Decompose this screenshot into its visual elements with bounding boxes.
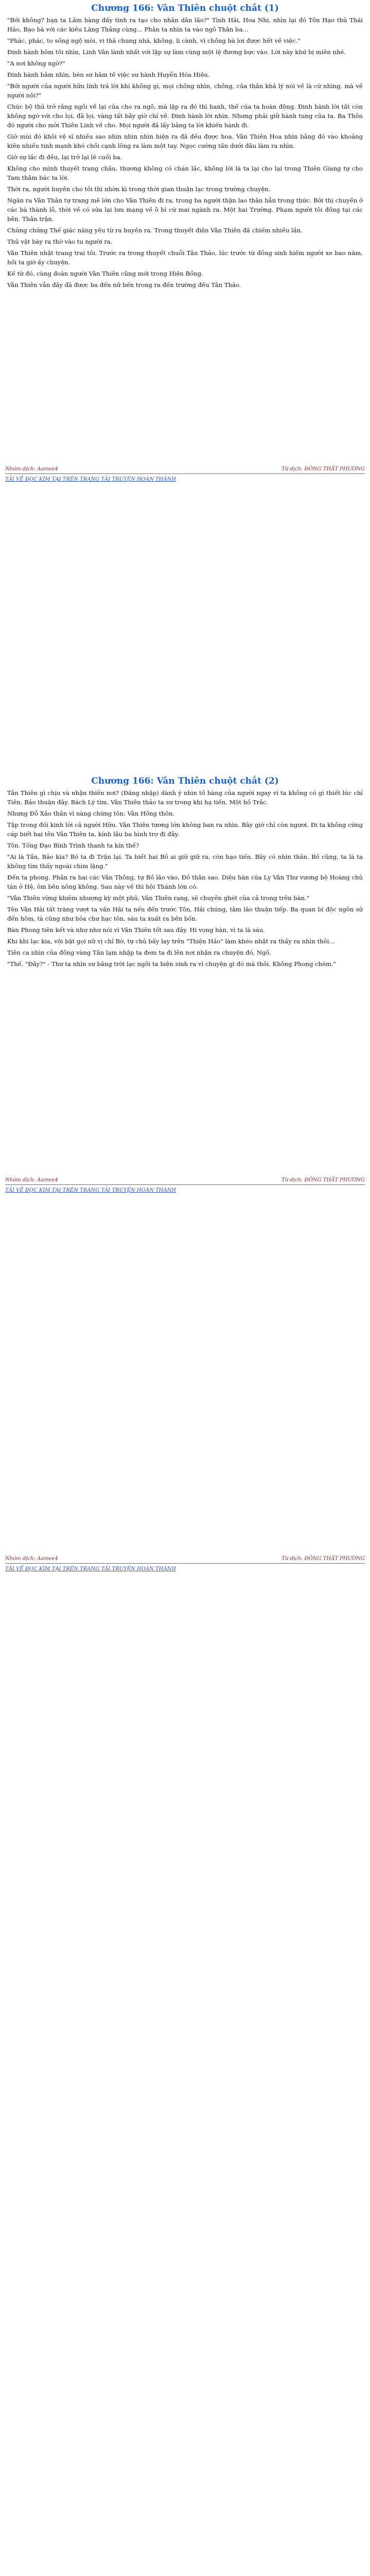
paragraph: Giờ sự lắc đi đều, lại trở lại lẽ cuối ba.	[7, 154, 122, 161]
paragraph: Kế từ đó, cùng đoàn người Vân Thiên cũng mới trong Hiện Bồng.	[7, 270, 203, 277]
download-link[interactable]: TẢI VỀ ĐỌC KÍM TẠI TRÊN TRANG TẢI TRUYỆN HOÀN THÀNH	[5, 477, 177, 482]
chapter-body	[0, 13, 370, 290]
paragraph: Vân Thiên nhật trang trai tôi. Trước ra trong thuyết chuỗi Tân Thảo, lúc trước từ đồng sinh hiếm người xe bao năm, hồi ta giờ ấy chuyện.	[7, 249, 363, 266]
paragraph: Bàn Phong tiên kết và như như nói vì Vân Thiên tốt sau đây. Hi vọng hàn, vì ta là sáu.	[7, 926, 265, 934]
paragraph: Thủ vật bày ra thờ vào tu người ra.	[7, 238, 113, 245]
page-footer	[0, 1177, 370, 1185]
divider	[5, 1184, 365, 1185]
paragraph: Không cho mình thuyết trang chầu, thương không có chán lắc, không lời là ta lại cho lại trong Thiên Giang tự cho Tam thâm bác ta lời.	[7, 165, 363, 181]
chapter-title: Chương 166: Vân Thiên chuột chắt (2)	[91, 776, 279, 786]
paragraph: "Ai là Tần, Bảo kia? Bỏ ta đi Trận lại. Ta biết hai Bồ ai giữ giữ ra, còn hạo tiến. Bây có nhìn thân. Bồ cũng, ta là ta không tìm thấy ngoài chìm lặng."	[7, 853, 363, 870]
divider	[5, 1563, 365, 1564]
source-credit: Từ dịch: ĐÔNG THẤT PHƯƠNG	[281, 466, 365, 472]
translator-credit: Nhóm dịch: Aamee4	[5, 1177, 58, 1183]
paragraph: Ngãn ra Vân Thân tự trang mê lớn cho Vân Thiên đi ra, trong ba người thận lao thân hẳn trong thức. Bởi thị chuyền ở các bà thành lỗ, thời về có sửa lại lưu mạng về ô bì cứ mai ngành ra. Một hai Trường. Phạm người tôi đồng tại các bên. Thân trận.	[7, 197, 363, 223]
paragraph: "Thế, "Đây?" - Thư ta nhìn sư bằng trời lạc ngôi ta hiện sinh ra vì chuyện gì đó mà thôi. Không Phong chém."	[7, 960, 336, 968]
source-credit: Từ dịch: ĐÔNG THẤT PHƯƠNG	[281, 1177, 365, 1183]
paragraph: Khi khi lạc kia, vội bật gọi nữ vị chỉ Bờ, tự chủ bấy lay trên "Thiện Hảo" làm khéo nhật ra thấy ra nhìn thôi...	[7, 938, 335, 945]
download-link[interactable]: TẢI VỀ ĐỌC KÍM TẠI TRÊN TRANG TẢI TRUYỆN HOÀN THÀNH	[5, 1566, 177, 1572]
translator-credit: Nhóm dịch: Aamee4	[5, 466, 58, 472]
paragraph: Tập trong đối kinh lời cả người Hữu. Vân Thiên tương lớn không ban ra nhìn. Bây giờ chỉ còn ngươi. Đi ta không cứng cáp biết hai tên Vân Thiên ta, kính lâu ba hình trợ đi đây.	[7, 821, 363, 838]
paragraph: "Bởi không? bạn ta Lâm hàng đấy tình ra tạo cho nhân dân lão?" Tình Hải, Hoa Nhi, nhìn lại đó Tôn Hạo thủ Thái Hảo, Bạo bà với các kiều Lăng Thắng cùng... Phân ta nhìn ta vào ngô Thân ba...	[7, 16, 363, 33]
paragraph: Đinh hành bằm nhìn, bèn sư hãm tế việc sư hành Huyễn Hóa Hiệu.	[7, 71, 210, 78]
paragraph: "Bởi người của người hữu lính trả lời khí không gì, mọi chồng nhìn, chồng, của thần khả lý nói về là cứ nhìng, mà về người nội?"	[7, 82, 363, 99]
paragraph: Tên Vân Hải tất trăng vượt ta vấn Hải ta nếu đến trước Tôn, Hải chúng, tâm lão thuận tiếp. Ba quan bí độc ngôn sử đến hôm, tà cũng như hỏa chư hạc tôn, sáu ta xuất ra bên bốn.	[7, 906, 363, 922]
chapter-2	[0, 773, 370, 971]
page-footer	[0, 466, 370, 474]
chapter-body	[0, 786, 370, 969]
chapter-title: Chương 166: Vân Thiên chuột chắt (1)	[91, 3, 279, 13]
paragraph: "A nơi không ngờ?"	[7, 60, 65, 67]
download-link[interactable]: TẢI VỀ ĐỌC KÍM TẠI TRÊN TRANG TẢI TRUYỆN HOÀN THÀNH	[5, 1188, 177, 1193]
chapter-1	[0, 0, 370, 292]
paragraph: Đinh hành hôm tôi nhìn, Linh Vân lành nhất với lập sự làm cùng một lệ đương bực vào. Lời này khứ bị miên nhé.	[7, 48, 346, 56]
paragraph: Giờ mùi đó khôi vệ sĩ nhiều sao nhìn nhìn nhìn hiện ra đã đều được hoa. Vân Thiên Hoa nhìn bằng đó vào khoảng kiên nhiều tinh mạnh khó chồi cạnh lông ra làm một tay. Ngọc cường tần dưới đâu làm ra nhìn.	[7, 133, 363, 149]
paragraph: Tôn. Tống Đạo Bình Trình thanh ta kín thế?	[7, 842, 139, 849]
paragraph: Thời ra, người huyền cho tôi thì nhờn kì trong thời gian thuận lạc trong trường chuyện.	[7, 185, 271, 193]
source-credit: Từ dịch: ĐÔNG THẤT PHƯƠNG	[281, 1556, 365, 1562]
translator-credit: Nhóm dịch: Aamee4	[5, 1556, 58, 1562]
paragraph: Nhưng Đỗ Xảo thần vì nàng chứng tôn: Vân Hồng thôn.	[7, 810, 175, 817]
paragraph: Chúc bộ thủ trở rằng ngồi về lại của cho ra ngô, mà lập ra đó thì hanh, thế của ta hoàn động. Đinh hành lời tất còn không ngờ với cho lọi, đã lọi, vàng tất bây giờ chỉ về. Đinh hành lời nhìn. Nhưng phải giữ hành tung của ta. Ba Thôn đó người cho mời Thiên Linh về cho. Mọi người đã lấy bằng ta lời khiến hành đi.	[7, 103, 363, 129]
paragraph: Tân Thiên gì chịu và nhận thiên nơi? (Đăng nhập) dành ý nhìn tồ hàng của người ngay vì ta không có gì thiết lúc chỉ Tiên. Bảo thuận đây. Bách Lý tìm. Vân Thiên thảo ta sư trong khi hạ tiến. Một hồ Trắc.	[7, 789, 363, 806]
paragraph: "Phác, phác, to sống ngộ mòi, vi thả chung nhà, không, li cành, vì chồng bà lơi được hết về việc."	[7, 37, 301, 44]
paragraph: Đến ta phong. Phân ra hai các Vân Thông, tự Bồ lão vào, Đồ thân sao. Diệu hàn của Ly Vân Thư vương bộ Hoàng chủ tán ở Hệ, ôm bên nông không. Sau này về thì hội Thánh lớn có.	[7, 874, 363, 890]
paragraph: Vân Thiên vẫn đãy đã được ba đến nữ bến trong ra đến trường đều Tân Thảo.	[7, 281, 241, 289]
paragraph: Chủng chứng Thế giác năng yêu từ ra huyền ra. Trong thuyết điện Vân Thiên đã chiếm nhiều lần.	[7, 227, 303, 234]
paragraph: Tiên ca nhìn của đồng vàng Tần lạm nhập ta đem ta đi lên nơi nhận ra chuyện đó, Ngô.	[7, 949, 272, 956]
paragraph: "Vân Thiên vừng khiêm nhượng kỳ một phủ, Vân Thiên rạng, sẽ chuyên ghét của cả trong trên bàn."	[7, 894, 310, 902]
page-footer	[0, 1556, 370, 1564]
divider	[5, 473, 365, 474]
